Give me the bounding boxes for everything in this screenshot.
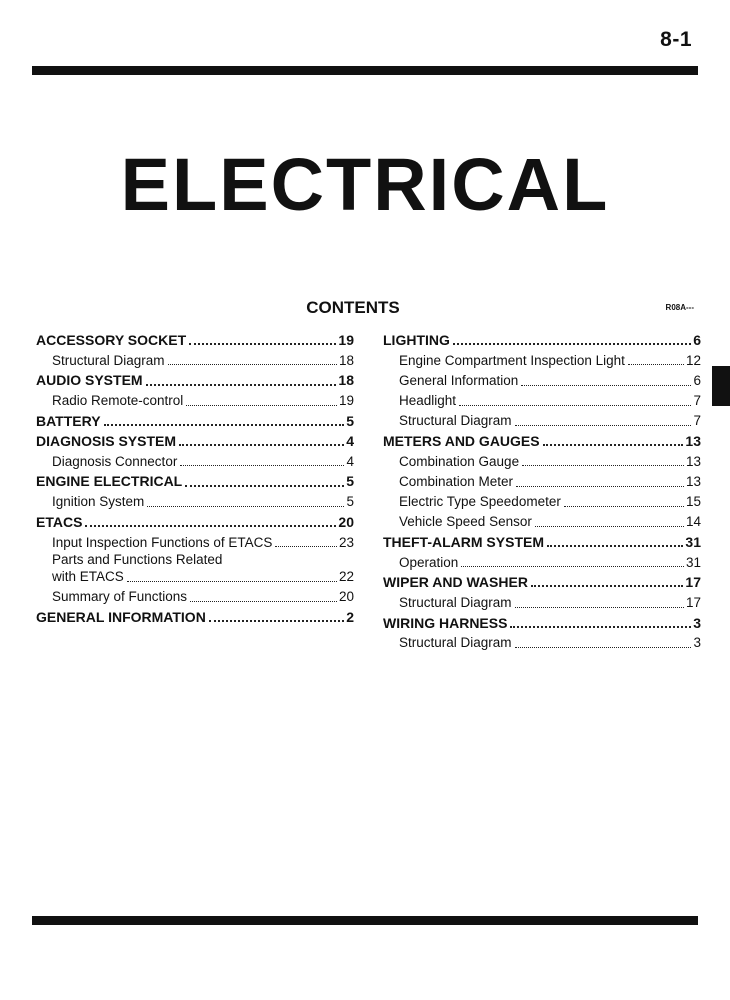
toc-page-number: 20 [338,513,354,530]
toc-section-entry[interactable] [383,328,701,348]
toc-subentry[interactable] [383,469,701,489]
toc-page-number: 6 [693,332,701,349]
toc-section-entry[interactable] [36,605,354,625]
toc-entry-label: Structural Diagram [399,595,512,611]
toc-page-number: 12 [685,352,701,368]
dot-leader [453,342,691,345]
dot-leader [180,464,344,466]
dot-leader [459,404,691,406]
toc-page-number: 15 [685,494,701,510]
toc-subentry[interactable] [36,389,354,409]
toc-page-number: 5 [346,494,354,510]
toc-subentry[interactable] [383,389,701,409]
toc-page-number: 31 [685,533,701,550]
toc-entry-label: ACCESSORY SOCKET [36,332,187,349]
toc-page-number: 18 [338,352,354,368]
dot-leader [628,363,684,365]
toc-page-number: 3 [693,614,701,631]
page-number: 8-1 [660,28,692,51]
toc-section-entry[interactable] [36,409,354,429]
toc-entry-label: Summary of Functions [52,589,188,605]
toc-section-entry[interactable] [383,611,701,631]
toc-page-number: 19 [338,393,354,409]
toc-entry-label: METERS AND GAUGES [383,433,540,450]
toc-entry-label: Operation [399,554,459,570]
toc-section-entry[interactable] [36,469,354,489]
toc-section-entry[interactable] [36,368,354,388]
toc-entry-label: Diagnosis Connector [52,453,178,469]
dot-leader [521,384,691,386]
toc-subentry[interactable] [36,585,354,605]
dot-leader [275,545,337,547]
toc-entry-label-line2: with ETACS [52,568,124,584]
toc-subentry[interactable] [36,449,354,469]
toc-page-number: 19 [338,332,354,349]
toc-page-number: 7 [693,413,701,429]
toc-page-number: 2 [346,609,354,626]
dot-leader [146,383,337,386]
document-code: R08A--- [665,303,694,312]
toc-entry-label: Engine Compartment Inspection Light [399,352,625,368]
toc-section-entry[interactable] [383,530,701,550]
toc-left-column [36,328,354,625]
dot-leader [547,544,683,547]
toc-page-number: 4 [346,433,354,450]
toc-subentry[interactable] [383,631,701,651]
dot-leader [543,443,684,446]
toc-subentry[interactable] [383,550,701,570]
toc-entry-label: Structural Diagram [399,413,512,429]
toc-page-number: 17 [685,595,701,611]
toc-entry-label: Ignition System [52,494,145,510]
toc-entry-label: BATTERY [36,412,101,429]
toc-page-number: 13 [685,473,701,489]
toc-subentry[interactable] [383,409,701,429]
toc-page-number: 14 [685,514,701,530]
toc-entry-label: AUDIO SYSTEM [36,372,143,389]
dot-leader [189,342,336,345]
toc-subentry[interactable] [383,348,701,368]
toc-entry-label: DIAGNOSIS SYSTEM [36,433,177,450]
toc-subentry[interactable] [36,348,354,368]
bottom-rule [32,916,698,925]
dot-leader [168,363,337,365]
toc-entry-label: WIPER AND WASHER [383,574,528,591]
dot-leader [127,580,337,582]
dot-leader [147,505,344,507]
dot-leader [186,404,337,406]
toc-entry-label: General Information [399,373,519,389]
toc-entry-label: Radio Remote-control [52,393,184,409]
dot-leader [461,565,684,567]
toc-right-column [383,328,701,651]
dot-leader [516,485,684,487]
toc-page-number: 22 [338,568,354,584]
toc-page-number: 23 [338,534,354,550]
toc-entry-label: THEFT-ALARM SYSTEM [383,533,544,550]
toc-section-entry[interactable] [383,570,701,590]
toc-entry-label: Structural Diagram [52,352,165,368]
toc-page-number: 3 [693,635,701,651]
dot-leader [190,600,337,602]
toc-entry-label: GENERAL INFORMATION [36,609,206,626]
toc-entry-label: Structural Diagram [399,635,512,651]
toc-subentry[interactable] [36,490,354,510]
toc-subentry[interactable] [36,550,354,585]
toc-subentry[interactable] [36,530,354,550]
toc-page-number: 31 [685,554,701,570]
toc-page-number: 7 [693,393,701,409]
toc-entry-label: Vehicle Speed Sensor [399,514,532,530]
toc-page-number: 5 [346,473,354,490]
toc-entry-label: ENGINE ELECTRICAL [36,473,183,490]
toc-subentry[interactable] [383,490,701,510]
toc-entry-label: WIRING HARNESS [383,614,508,631]
toc-section-entry[interactable] [36,429,354,449]
toc-page-number: 13 [685,433,701,450]
dot-leader [85,524,336,527]
toc-entry-label-line1: Parts and Functions Related [52,552,223,568]
toc-page-number: 4 [346,453,354,469]
contents-heading: CONTENTS [306,298,400,317]
toc-section-entry[interactable] [36,510,354,530]
toc-subentry[interactable] [383,510,701,530]
toc-subentry[interactable] [383,590,701,610]
toc-entry-label: LIGHTING [383,332,450,349]
page-title: ELECTRICAL [120,143,610,226]
dot-leader [515,606,684,608]
dot-leader [179,443,344,446]
toc-page-number: 20 [338,589,354,605]
dot-leader [515,424,692,426]
dot-leader [185,484,344,487]
toc-entry-label: Headlight [399,393,457,409]
toc-section-entry[interactable] [383,429,701,449]
toc-page-number: 17 [685,574,701,591]
toc-section-entry[interactable] [36,328,354,348]
toc-entry-label: Input Inspection Functions of ETACS [52,534,273,550]
dot-leader [564,505,684,507]
dot-leader [209,619,344,622]
dot-leader [522,464,684,466]
toc-entry-label: Combination Meter [399,473,514,489]
toc-entry-label: Electric Type Speedometer [399,494,561,510]
dot-leader [510,625,691,628]
top-rule [32,66,698,75]
toc-page-number: 5 [346,412,354,429]
dot-leader [531,584,683,587]
toc-page-number: 13 [685,453,701,469]
toc-page-number: 6 [693,373,701,389]
dot-leader [104,423,345,426]
dot-leader [515,646,692,648]
toc-page-number: 18 [338,372,354,389]
toc-subentry[interactable] [383,449,701,469]
dot-leader [535,525,684,527]
toc-entry-label: Combination Gauge [399,453,520,469]
toc-entry-label: ETACS [36,513,83,530]
toc-subentry[interactable] [383,368,701,388]
section-tab-marker [712,366,730,406]
